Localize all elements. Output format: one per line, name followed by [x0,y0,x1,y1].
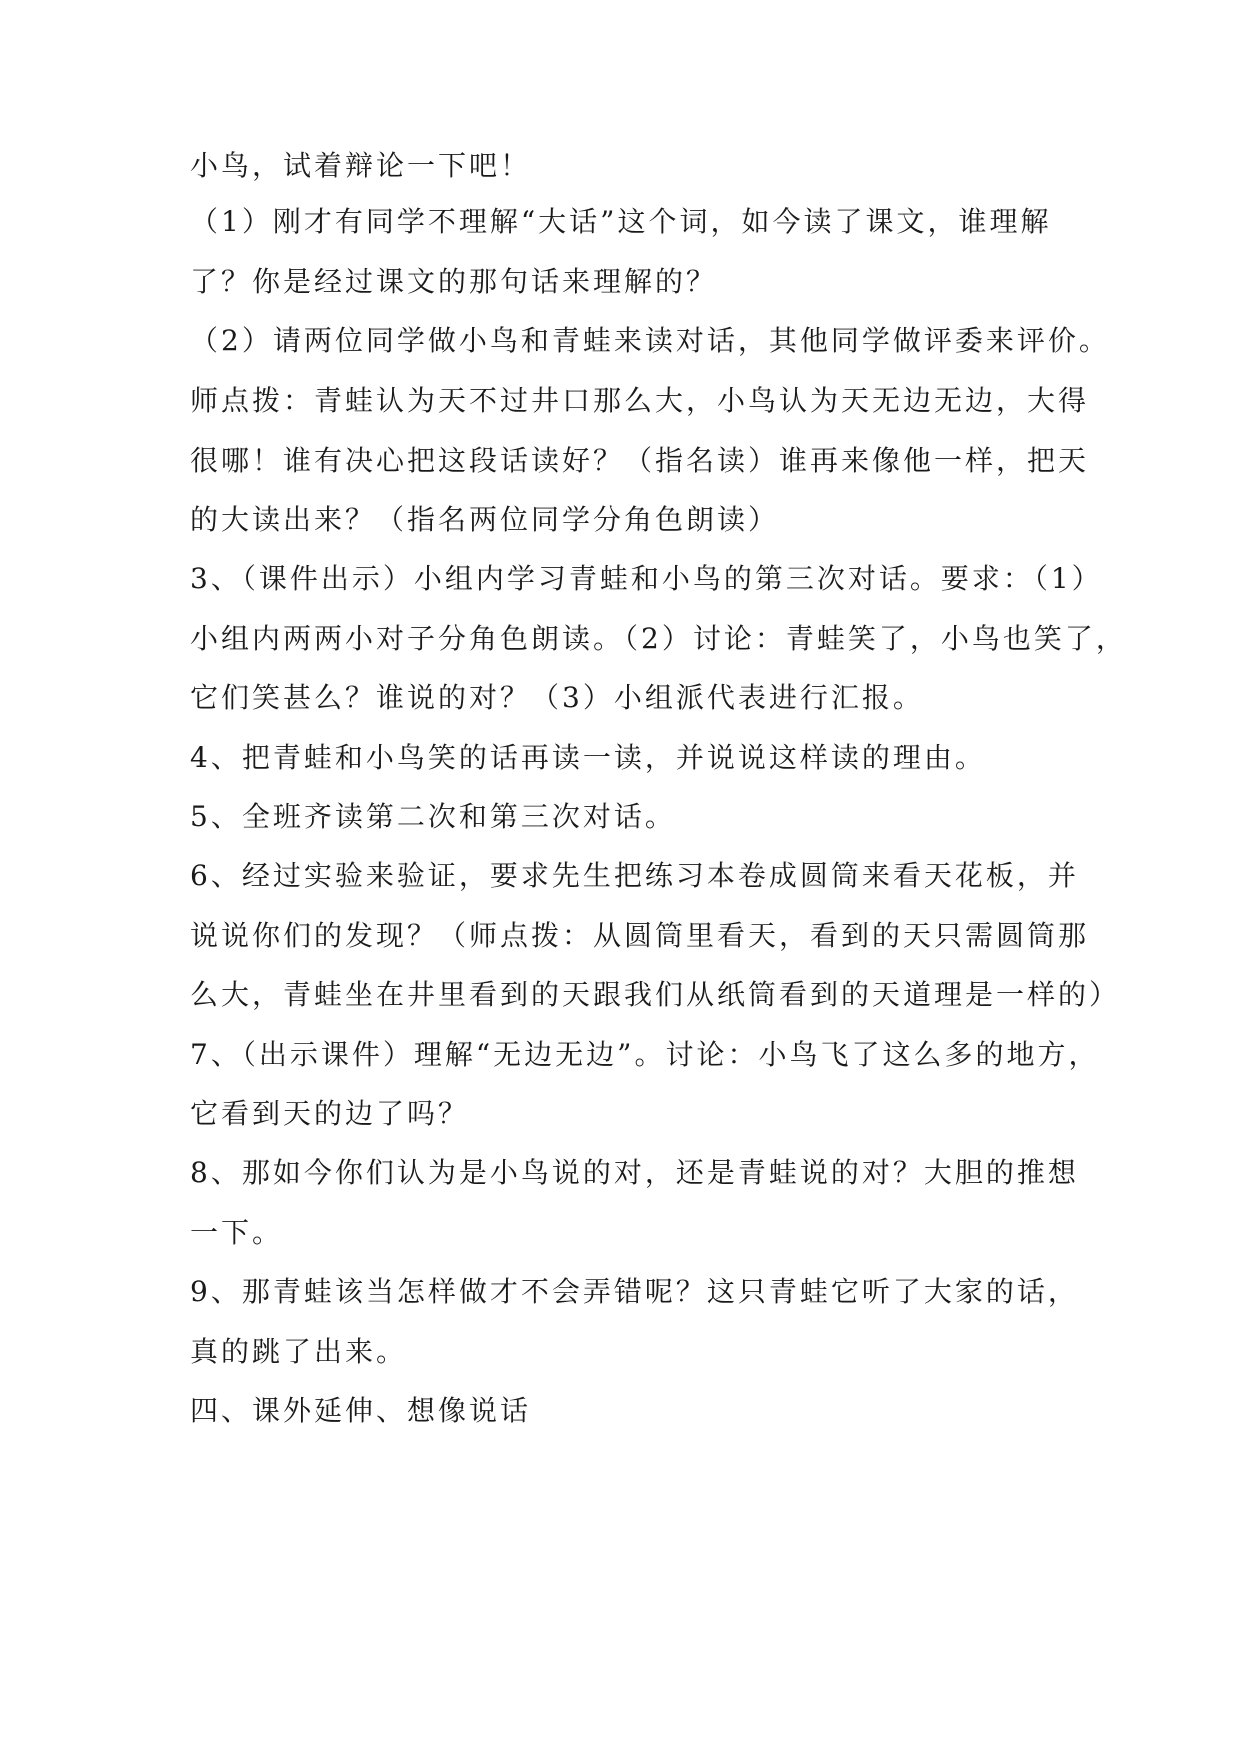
text-line: 它们笑甚么？谁说的对？（3）小组派代表进行汇报。 [190,681,924,714]
text-line: 7、（出示课件）理解“无边无边”。讨论：小鸟飞了这么多的地方， [190,1038,1100,1071]
text-line: 8、那如今你们认为是小鸟说的对，还是青蛙说的对？大胆的推想 [190,1156,1079,1189]
text-line: 9、那青蛙该当怎样做才不会弄错呢？这只青蛙它听了大家的话， [190,1275,1079,1308]
text-line: 3、（课件出示）小组内学习青蛙和小鸟的第三次对话。要求：（1） [190,562,1103,595]
text-line: 很哪！谁有决心把这段话读好？（指名读）谁再来像他一样，把天 [190,444,1090,477]
text-line: 师点拨：青蛙认为天不过井口那么大，小鸟认为天无边无边，大得 [190,384,1090,417]
section-heading: 四、课外延伸、想像说话 [190,1394,532,1427]
text-line: （2）请两位同学做小鸟和青蛙来读对话，其他同学做评委来评价。 [190,324,1110,357]
text-line: 说说你们的发现？（师点拨：从圆筒里看天，看到的天只需圆筒那 [190,919,1090,952]
text-line: 的大读出来？（指名两位同学分角色朗读） [190,503,780,536]
text-line: 真的跳了出来。 [190,1335,408,1368]
text-line: （1）刚才有同学不理解“大话”这个词，如今读了课文，谁理解 [190,205,1052,238]
text-line: 小组内两两小对子分角色朗读。（2）讨论：青蛙笑了，小鸟也笑了， [190,622,1127,655]
text-line: 5、全班齐读第二次和第三次对话。 [190,800,676,833]
text-line: 一下。 [190,1216,284,1249]
text-line: 它看到天的边了吗？ [190,1097,470,1130]
text-line: 4、把青蛙和小鸟笑的话再读一读，并说说这样读的理由。 [190,741,986,774]
text-line: 么大，青蛙坐在井里看到的天跟我们从纸筒看到的天道理是一样的） [190,978,1121,1011]
text-line: 小鸟，试着辩论一下吧！ [190,149,532,182]
text-line: 了？你是经过课文的那句话来理解的？ [190,265,718,298]
text-line: 6、经过实验来验证，要求先生把练习本卷成圆筒来看天花板，并 [190,859,1079,892]
